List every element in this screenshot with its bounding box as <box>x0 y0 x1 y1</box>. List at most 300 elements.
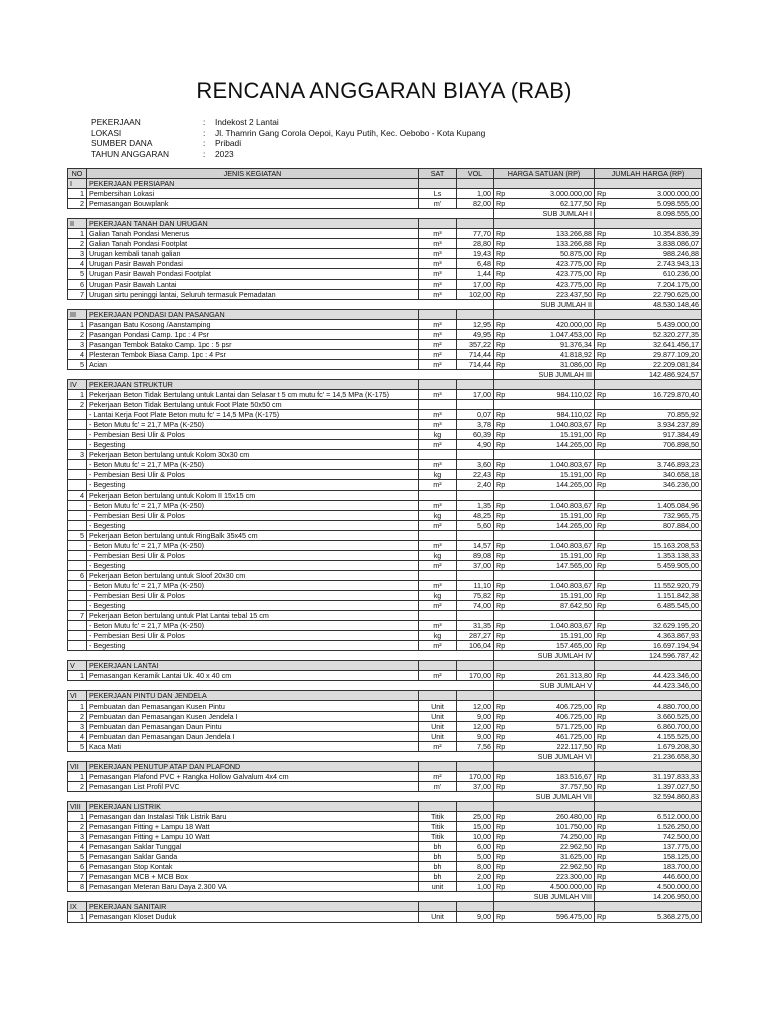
section-cell <box>494 309 507 319</box>
item-rp: Rp <box>595 269 608 279</box>
section-cell <box>595 902 608 912</box>
item-rp: Rp <box>494 500 507 510</box>
section-cell <box>457 309 494 319</box>
item-harga: 50.875,00 <box>507 249 595 259</box>
item-vol: 37,00 <box>457 781 494 791</box>
item-no <box>68 410 87 420</box>
item-harga: 31.625,00 <box>507 852 595 862</box>
subtotal-label: SUB JUMLAH VII <box>494 791 595 801</box>
item-rp: Rp <box>494 721 507 731</box>
table-row <box>68 450 702 460</box>
item-harga: 423.775,00 <box>507 259 595 269</box>
item-vol: 2,40 <box>457 480 494 490</box>
subtotal-value: 142.486.924,57 <box>595 369 702 379</box>
item-vol: 6,48 <box>457 259 494 269</box>
item-name: Galian Tanah Pondasi Menerus <box>87 229 419 239</box>
item-no: 7 <box>68 611 87 621</box>
item-rp: Rp <box>494 771 507 781</box>
item-no <box>68 480 87 490</box>
item-rp: Rp <box>595 440 608 450</box>
item-name: - Begesting <box>87 641 419 651</box>
item-jumlah <box>608 400 702 410</box>
meta-label: TAHUN ANGGARAN <box>91 148 170 159</box>
subtotal-label: SUB JUMLAH VI <box>494 751 595 761</box>
item-rp: Rp <box>494 470 507 480</box>
item-jumlah: 6.512.000,00 <box>608 812 702 822</box>
item-sat: m³ <box>419 229 457 239</box>
item-harga: 423.775,00 <box>507 269 595 279</box>
item-name: - Beton Mutu fc' = 21,7 MPa (K-250) <box>87 500 419 510</box>
meta-colon: : <box>203 138 206 149</box>
item-vol: 60,39 <box>457 430 494 440</box>
section-title: PEKERJAAN PONDASI DAN PASANGAN <box>87 309 419 319</box>
item-rp: Rp <box>595 279 608 289</box>
subtotal-value: 48.530.148,46 <box>595 299 702 309</box>
item-sat: Titik <box>419 832 457 842</box>
item-sat: m³ <box>419 259 457 269</box>
subtotal-blank <box>68 681 494 691</box>
table-row <box>68 510 702 520</box>
item-rp: Rp <box>595 329 608 339</box>
section-no: VII <box>68 761 87 771</box>
section-no: III <box>68 309 87 319</box>
item-no: 1 <box>68 701 87 711</box>
section-row <box>68 309 702 319</box>
item-vol: 49,95 <box>457 329 494 339</box>
item-no <box>68 470 87 480</box>
item-jumlah: 610.236,00 <box>608 269 702 279</box>
item-rp: Rp <box>494 741 507 751</box>
item-name: Pasangan Tembok Batako Camp. 1pc : 5 psr <box>87 339 419 349</box>
table-row <box>68 832 702 842</box>
item-jumlah: 346.236,00 <box>608 480 702 490</box>
item-jumlah: 5.368.275,00 <box>608 912 702 922</box>
item-name: - Pembesian Besi Ulir & Polos <box>87 550 419 560</box>
item-jumlah: 1.405.084,96 <box>608 500 702 510</box>
item-harga: 984.110,02 <box>507 390 595 400</box>
item-jumlah: 16.729.870,40 <box>608 390 702 400</box>
item-name: - Begesting <box>87 440 419 450</box>
meta-colon: : <box>203 148 206 159</box>
subtotal-value: 8.098.555,00 <box>595 209 702 219</box>
item-rp: Rp <box>494 781 507 791</box>
section-title: PEKERJAAN PERSIAPAN <box>87 179 419 189</box>
item-no: 3 <box>68 450 87 460</box>
item-rp: Rp <box>494 329 507 339</box>
item-harga: 984.110,02 <box>507 410 595 420</box>
header-sat: SAT <box>419 169 457 179</box>
item-rp: Rp <box>595 430 608 440</box>
section-no: VI <box>68 691 87 701</box>
item-rp: Rp <box>595 349 608 359</box>
item-sat <box>419 450 457 460</box>
item-name: Pemasangan Fitting + Lampu 18 Watt <box>87 822 419 832</box>
item-jumlah: 3.934.237,89 <box>608 420 702 430</box>
item-name: Pembuatan dan Pemasangan Daun Jendela I <box>87 731 419 741</box>
table-row <box>68 500 702 510</box>
item-sat: unit <box>419 882 457 892</box>
subtotal-value: 44.423.346,00 <box>595 681 702 691</box>
item-rp: Rp <box>494 339 507 349</box>
item-jumlah: 158.125,00 <box>608 852 702 862</box>
subtotal-blank <box>68 299 494 309</box>
item-jumlah: 340.658,18 <box>608 470 702 480</box>
item-no <box>68 631 87 641</box>
subtotal-label: SUB JUMLAH III <box>494 369 595 379</box>
section-cell <box>419 761 457 771</box>
header-jumlah: JUMLAH HARGA (RP) <box>595 169 702 179</box>
item-no: 3 <box>68 832 87 842</box>
item-sat: m³ <box>419 500 457 510</box>
item-rp <box>595 490 608 500</box>
table-row <box>68 329 702 339</box>
item-rp: Rp <box>595 621 608 631</box>
meta-row <box>91 149 485 160</box>
item-vol: 357,22 <box>457 339 494 349</box>
item-vol: 15,00 <box>457 822 494 832</box>
item-no: 5 <box>68 359 87 369</box>
item-sat: Ls <box>419 189 457 199</box>
section-cell <box>595 661 608 671</box>
item-rp: Rp <box>595 862 608 872</box>
item-harga: 74.250,00 <box>507 832 595 842</box>
item-rp: Rp <box>494 239 507 249</box>
section-cell <box>595 309 608 319</box>
item-sat: Unit <box>419 701 457 711</box>
item-rp: Rp <box>595 480 608 490</box>
item-no: 1 <box>68 390 87 400</box>
item-vol: 9,00 <box>457 912 494 922</box>
item-jumlah: 6.485.545,00 <box>608 601 702 611</box>
item-rp: Rp <box>494 249 507 259</box>
item-harga: 15.191,00 <box>507 590 595 600</box>
item-vol: 1,00 <box>457 882 494 892</box>
meta-row <box>91 128 485 139</box>
item-harga: 133.266,88 <box>507 239 595 249</box>
item-rp: Rp <box>595 601 608 611</box>
item-jumlah: 70.855,92 <box>608 410 702 420</box>
item-rp: Rp <box>494 560 507 570</box>
item-rp: Rp <box>595 590 608 600</box>
item-no: 1 <box>68 812 87 822</box>
item-vol: 102,00 <box>457 289 494 299</box>
subtotal-row <box>68 681 702 691</box>
table-row <box>68 570 702 580</box>
item-name: Pekerjaan Beton Tidak Bertulang untuk Lantai dan Selasar t 5 cm mutu fc' = 14,5 MPa (K-175) <box>87 390 419 400</box>
item-sat: m³ <box>419 279 457 289</box>
item-rp: Rp <box>494 269 507 279</box>
item-harga: 22.962,50 <box>507 862 595 872</box>
item-sat <box>419 400 457 410</box>
item-jumlah: 22.790.625,00 <box>608 289 702 299</box>
item-no <box>68 560 87 570</box>
item-rp: Rp <box>595 882 608 892</box>
section-cell <box>507 379 595 389</box>
table-row <box>68 349 702 359</box>
item-no: 1 <box>68 229 87 239</box>
item-sat: m³ <box>419 460 457 470</box>
section-title: PEKERJAAN PINTU DAN JENDELA <box>87 691 419 701</box>
item-harga: 31.086,00 <box>507 359 595 369</box>
item-no <box>68 540 87 550</box>
item-no: 6 <box>68 279 87 289</box>
item-rp: Rp <box>595 912 608 922</box>
table-row <box>68 731 702 741</box>
table-row <box>68 812 702 822</box>
item-vol <box>457 530 494 540</box>
section-cell <box>494 219 507 229</box>
section-cell <box>457 379 494 389</box>
item-vol <box>457 400 494 410</box>
subtotal-blank <box>68 892 494 902</box>
item-no: 2 <box>68 400 87 410</box>
item-name: - Begesting <box>87 480 419 490</box>
item-rp: Rp <box>494 440 507 450</box>
table-row <box>68 711 702 721</box>
item-name: Pemasangan List Profil PVC <box>87 781 419 791</box>
table-row <box>68 339 702 349</box>
item-rp <box>595 530 608 540</box>
item-vol: 2,00 <box>457 872 494 882</box>
item-rp <box>595 450 608 460</box>
table-row <box>68 741 702 751</box>
table-row <box>68 621 702 631</box>
item-no <box>68 621 87 631</box>
section-cell <box>494 179 507 189</box>
section-row <box>68 902 702 912</box>
item-rp: Rp <box>494 279 507 289</box>
table-row <box>68 400 702 410</box>
item-name: Pemasangan Meteran Baru Daya 2.300 VA <box>87 882 419 892</box>
item-harga: 1.040.803,67 <box>507 460 595 470</box>
item-sat: m² <box>419 560 457 570</box>
table-row <box>68 550 702 560</box>
section-cell <box>494 661 507 671</box>
item-no: 5 <box>68 269 87 279</box>
table-row <box>68 440 702 450</box>
section-cell <box>608 219 702 229</box>
item-rp: Rp <box>494 731 507 741</box>
item-jumlah: 44.423.346,00 <box>608 671 702 681</box>
section-row <box>68 219 702 229</box>
item-vol: 170,00 <box>457 671 494 681</box>
table-row <box>68 771 702 781</box>
section-cell <box>457 801 494 811</box>
section-cell <box>595 379 608 389</box>
item-vol: 6,00 <box>457 842 494 852</box>
item-sat: m² <box>419 741 457 751</box>
item-vol: 75,82 <box>457 590 494 600</box>
table-row <box>68 721 702 731</box>
item-name: Pemasangan Saklar Ganda <box>87 852 419 862</box>
item-name: - Begesting <box>87 601 419 611</box>
meta-label: LOKASI <box>91 127 122 138</box>
section-cell <box>457 902 494 912</box>
item-rp: Rp <box>494 520 507 530</box>
item-jumlah: 31.197.833,33 <box>608 771 702 781</box>
item-harga <box>507 400 595 410</box>
meta-label: PEKERJAAN <box>91 117 141 127</box>
item-sat: kg <box>419 631 457 641</box>
item-harga: 1.040.803,67 <box>507 580 595 590</box>
item-name: - Pembesian Besi Ulir & Polos <box>87 590 419 600</box>
item-vol <box>457 490 494 500</box>
item-harga: 1.040.803,67 <box>507 500 595 510</box>
item-vol: 14,57 <box>457 540 494 550</box>
item-sat: m³ <box>419 239 457 249</box>
meta-row <box>91 138 485 149</box>
section-cell <box>507 219 595 229</box>
item-name: Pasangan Batu Kosong /Aanstamping <box>87 319 419 329</box>
item-no: 6 <box>68 570 87 580</box>
section-cell <box>507 661 595 671</box>
item-no <box>68 500 87 510</box>
item-harga: 222.117,50 <box>507 741 595 751</box>
header-vol: VOL <box>457 169 494 179</box>
item-no: 4 <box>68 731 87 741</box>
item-sat: m² <box>419 641 457 651</box>
section-cell <box>608 691 702 701</box>
subtotal-blank <box>68 751 494 761</box>
item-no: 5 <box>68 852 87 862</box>
item-no <box>68 460 87 470</box>
item-jumlah: 706.898,50 <box>608 440 702 450</box>
table-row <box>68 480 702 490</box>
item-harga <box>507 611 595 621</box>
item-rp: Rp <box>494 289 507 299</box>
item-name: Pembersihan Lokasi <box>87 189 419 199</box>
item-name: - Lantai Kerja Foot Plate Beton mutu fc' = 14,5 MPa (K-175) <box>87 410 419 420</box>
item-name: Pemasangan Stop Kontak <box>87 862 419 872</box>
subtotal-value: 14.206.950,00 <box>595 892 702 902</box>
item-vol: 19,43 <box>457 249 494 259</box>
section-cell <box>494 379 507 389</box>
item-jumlah: 3.660.525,00 <box>608 711 702 721</box>
meta-value: 2023 <box>215 148 234 159</box>
item-harga: 37.757,50 <box>507 781 595 791</box>
item-rp: Rp <box>595 339 608 349</box>
table-row <box>68 259 702 269</box>
item-sat: m³ <box>419 249 457 259</box>
item-rp: Rp <box>595 229 608 239</box>
table-row <box>68 540 702 550</box>
item-no: 6 <box>68 862 87 872</box>
section-row <box>68 801 702 811</box>
item-rp: Rp <box>595 721 608 731</box>
item-name: Pembuatan dan Pemasangan Daun Pintu <box>87 721 419 731</box>
item-harga: 101.750,00 <box>507 822 595 832</box>
item-name: - Beton Mutu fc' = 21,7 MPa (K-250) <box>87 420 419 430</box>
item-no: 1 <box>68 671 87 681</box>
item-harga <box>507 490 595 500</box>
item-rp: Rp <box>494 199 507 209</box>
table-row <box>68 631 702 641</box>
item-jumlah: 446.600,00 <box>608 872 702 882</box>
item-rp: Rp <box>595 390 608 400</box>
section-cell <box>595 219 608 229</box>
header-harga: HARGA SATUAN (RP) <box>494 169 595 179</box>
item-jumlah: 5.439.000,00 <box>608 319 702 329</box>
item-rp: Rp <box>494 882 507 892</box>
header-no: NO <box>68 169 87 179</box>
table-row <box>68 912 702 922</box>
item-harga: 15.191,00 <box>507 430 595 440</box>
item-vol: 12,00 <box>457 721 494 731</box>
item-jumlah: 5.098.555,00 <box>608 199 702 209</box>
subtotal-row <box>68 791 702 801</box>
item-jumlah: 32.629.195,20 <box>608 621 702 631</box>
section-title: PEKERJAAN STRUKTUR <box>87 379 419 389</box>
item-no <box>68 520 87 530</box>
item-no <box>68 601 87 611</box>
item-vol: 3,78 <box>457 420 494 430</box>
item-sat: Unit <box>419 721 457 731</box>
item-vol: 82,00 <box>457 199 494 209</box>
item-rp: Rp <box>494 912 507 922</box>
item-vol <box>457 570 494 580</box>
item-rp <box>494 450 507 460</box>
item-rp: Rp <box>494 832 507 842</box>
item-jumlah: 52.320.277,35 <box>608 329 702 339</box>
item-jumlah: 15.163.208,53 <box>608 540 702 550</box>
item-jumlah <box>608 570 702 580</box>
item-sat: m² <box>419 601 457 611</box>
item-jumlah: 6.860.700,00 <box>608 721 702 731</box>
item-no: 5 <box>68 530 87 540</box>
section-cell <box>595 691 608 701</box>
item-rp: Rp <box>595 781 608 791</box>
item-sat: m² <box>419 520 457 530</box>
table-row <box>68 390 702 400</box>
item-rp: Rp <box>595 832 608 842</box>
item-sat <box>419 490 457 500</box>
item-vol <box>457 611 494 621</box>
item-name: Acian <box>87 359 419 369</box>
item-rp: Rp <box>494 631 507 641</box>
item-vol: 28,80 <box>457 239 494 249</box>
item-rp: Rp <box>595 812 608 822</box>
item-name: Plesteran Tembok Biasa Camp. 1pc : 4 Psr <box>87 349 419 359</box>
item-name: Pekerjaan Beton bertulang untuk Sloof 20x30 cm <box>87 570 419 580</box>
section-row <box>68 761 702 771</box>
item-rp: Rp <box>494 822 507 832</box>
table-row <box>68 289 702 299</box>
item-name: Urugan Pasir Bawah Lantai <box>87 279 419 289</box>
item-rp: Rp <box>494 621 507 631</box>
item-sat: m² <box>419 349 457 359</box>
item-no: 1 <box>68 319 87 329</box>
item-jumlah: 22.209.081,84 <box>608 359 702 369</box>
item-vol: 714,44 <box>457 359 494 369</box>
item-jumlah: 1.151.842,38 <box>608 590 702 600</box>
item-rp: Rp <box>494 229 507 239</box>
item-rp: Rp <box>494 580 507 590</box>
item-rp: Rp <box>494 872 507 882</box>
subtotal-row <box>68 369 702 379</box>
item-rp: Rp <box>494 842 507 852</box>
item-rp: Rp <box>595 711 608 721</box>
item-harga: 147.565,00 <box>507 560 595 570</box>
item-harga: 41.818,92 <box>507 349 595 359</box>
item-harga: 62.177,50 <box>507 199 595 209</box>
item-harga: 15.191,00 <box>507 510 595 520</box>
item-harga: 1.040.803,67 <box>507 540 595 550</box>
section-row <box>68 179 702 189</box>
item-harga: 420.000,00 <box>507 319 595 329</box>
meta-colon: : <box>203 127 206 138</box>
section-cell <box>494 761 507 771</box>
item-no <box>68 430 87 440</box>
